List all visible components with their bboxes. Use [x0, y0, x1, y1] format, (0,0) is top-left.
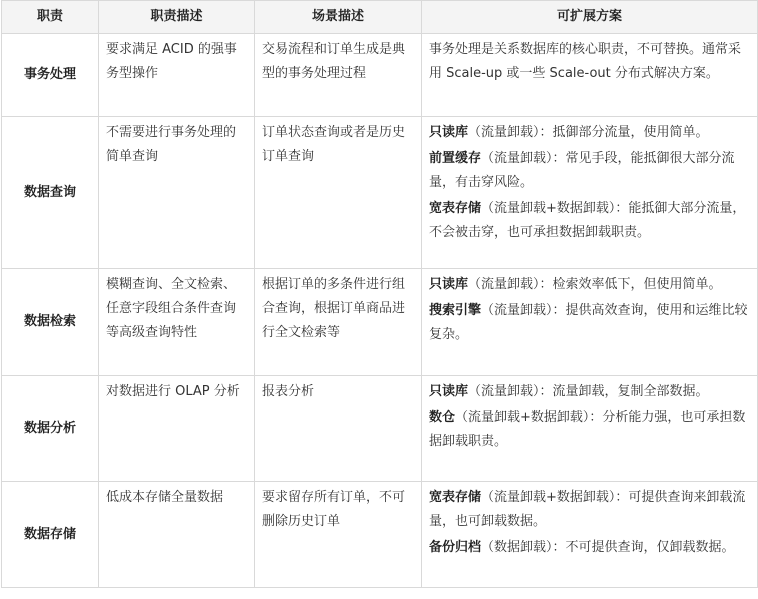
plan-item-text: （流量卸载+数据卸载）：可提供查询来卸载流量，也可卸载数据。	[429, 490, 746, 529]
plan-item-text: （数据卸载）：不可提供查询，仅卸载数据。	[481, 540, 735, 555]
plan-item-text: （流量卸载+数据卸载）：分析能力强，也可承担数据卸载职责。	[429, 410, 746, 449]
plan-item-text: （流量卸载）：常见手段，能抵御很大部分流量，有击穿风险。	[429, 151, 735, 190]
role-cell: 数据分析	[2, 376, 99, 482]
header-scaling-plan: 可扩展方案	[422, 1, 758, 34]
description-cell: 要求满足 ACID 的强事务型操作	[99, 34, 255, 117]
scenario-cell: 要求留存所有订单，不可删除历史订单	[255, 482, 422, 588]
plan-item-name: 数仓	[429, 410, 456, 425]
plan-item-text: （流量卸载+数据卸载）：能抵御大部分流量，不会被击穿，也可承担数据卸载职责。	[429, 201, 746, 240]
responsibility-table	[1, 0, 758, 588]
plan-item-text: 事务处理是关系数据库的核心职责，不可替换。通常采用 Scale-up 或一些 Scale-out 分布式解决方案。	[429, 42, 742, 81]
role-cell: 数据存储	[2, 482, 99, 588]
plan-item-name: 备份归档	[429, 540, 482, 555]
plan-item-name: 只读库	[429, 125, 469, 140]
plan-item	[429, 197, 751, 245]
plan-item	[429, 536, 751, 560]
plan-item-name: 搜索引擎	[429, 303, 482, 318]
scaling-plan-cell	[422, 269, 758, 376]
header-row	[2, 1, 758, 34]
plan-item-text: （流量卸载）：检索效率低下，但使用简单。	[468, 277, 722, 292]
plan-item	[429, 486, 751, 534]
plan-item	[429, 38, 751, 86]
table-row	[2, 34, 758, 117]
plan-item-name: 只读库	[429, 384, 469, 399]
plan-item	[429, 299, 751, 347]
scaling-plan-cell	[422, 117, 758, 269]
plan-item	[429, 273, 751, 297]
description-cell: 不需要进行事务处理的简单查询	[99, 117, 255, 269]
table-row	[2, 117, 758, 269]
scenario-cell: 报表分析	[255, 376, 422, 482]
scaling-plan-cell	[422, 482, 758, 588]
description-cell: 对数据进行 OLAP 分析	[99, 376, 255, 482]
description-cell: 低成本存储全量数据	[99, 482, 255, 588]
header-scenario: 场景描述	[255, 1, 422, 34]
scaling-plan-cell	[422, 34, 758, 117]
scenario-cell: 订单状态查询或者是历史订单查询	[255, 117, 422, 269]
plan-item-text: （流量卸载）：抵御部分流量，使用简单。	[468, 125, 709, 140]
role-cell: 数据检索	[2, 269, 99, 376]
scaling-plan-cell	[422, 376, 758, 482]
plan-item-name: 宽表存储	[429, 201, 482, 216]
plan-item	[429, 147, 751, 195]
description-cell: 模糊查询、全文检索、任意字段组合条件查询等高级查询特性	[99, 269, 255, 376]
table-row	[2, 482, 758, 588]
table-row	[2, 269, 758, 376]
table-row	[2, 376, 758, 482]
plan-item-name: 宽表存储	[429, 490, 482, 505]
plan-item-text: （流量卸载）：流量卸载，复制全部数据。	[468, 384, 709, 399]
scenario-cell: 交易流程和订单生成是典型的事务处理过程	[255, 34, 422, 117]
plan-item-name: 前置缓存	[429, 151, 482, 166]
plan-item	[429, 406, 751, 454]
plan-item-text: （流量卸载）：提供高效查询，使用和运维比较复杂。	[429, 303, 748, 342]
plan-item	[429, 380, 751, 404]
plan-item	[429, 121, 751, 145]
role-cell: 事务处理	[2, 34, 99, 117]
header-description: 职责描述	[99, 1, 255, 34]
role-cell: 数据查询	[2, 117, 99, 269]
plan-item-name: 只读库	[429, 277, 469, 292]
header-role: 职责	[2, 1, 99, 34]
scenario-cell: 根据订单的多条件进行组合查询，根据订单商品进行全文检索等	[255, 269, 422, 376]
